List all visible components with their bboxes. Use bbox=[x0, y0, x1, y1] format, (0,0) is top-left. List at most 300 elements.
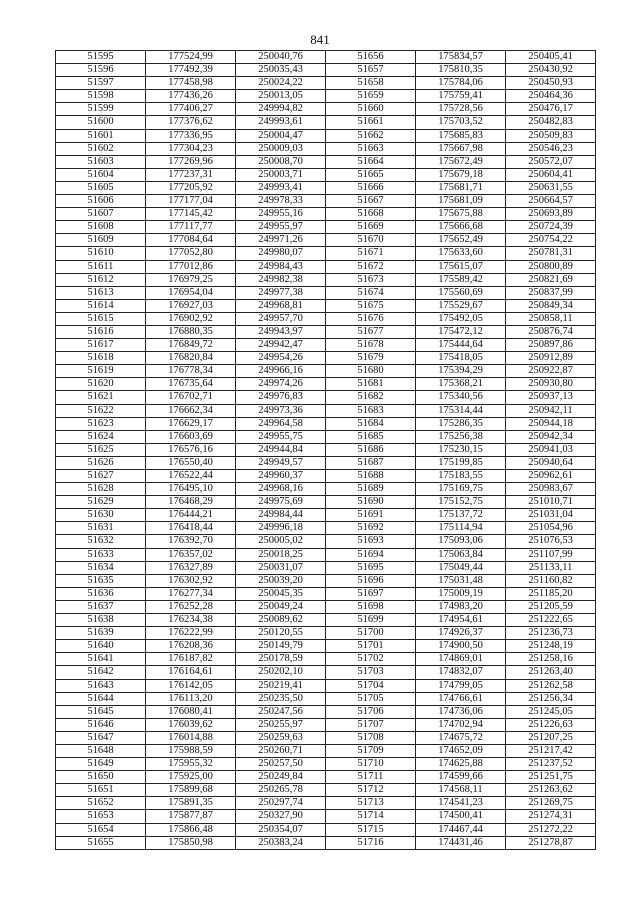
point-number-cell: 51689 bbox=[326, 483, 416, 496]
y-coordinate-cell: 250009,03 bbox=[236, 142, 326, 155]
table-row bbox=[56, 627, 596, 640]
y-coordinate-cell: 251217,42 bbox=[506, 744, 596, 757]
point-number-cell: 51703 bbox=[326, 666, 416, 679]
y-coordinate-cell: 249996,18 bbox=[236, 522, 326, 535]
x-coordinate-cell: 174900,50 bbox=[416, 640, 506, 653]
point-number-cell: 51612 bbox=[56, 273, 146, 286]
x-coordinate-cell: 175667,98 bbox=[416, 142, 506, 155]
y-coordinate-cell: 250005,02 bbox=[236, 535, 326, 548]
point-number-cell: 51598 bbox=[56, 90, 146, 103]
table-row bbox=[56, 614, 596, 627]
x-coordinate-cell: 175049,44 bbox=[416, 561, 506, 574]
y-coordinate-cell: 250572,07 bbox=[506, 155, 596, 168]
x-coordinate-cell: 176495,10 bbox=[146, 483, 236, 496]
y-coordinate-cell: 250876,74 bbox=[506, 325, 596, 338]
y-coordinate-cell: 250255,97 bbox=[236, 718, 326, 731]
table-row bbox=[56, 103, 596, 116]
x-coordinate-cell: 176927,03 bbox=[146, 299, 236, 312]
x-coordinate-cell: 177084,64 bbox=[146, 234, 236, 247]
table-row bbox=[56, 339, 596, 352]
y-coordinate-cell: 251269,75 bbox=[506, 797, 596, 810]
table-row bbox=[56, 365, 596, 378]
x-coordinate-cell: 175685,83 bbox=[416, 129, 506, 142]
table-row bbox=[56, 456, 596, 469]
y-coordinate-cell: 249954,26 bbox=[236, 352, 326, 365]
y-coordinate-cell: 250354,07 bbox=[236, 823, 326, 836]
y-coordinate-cell: 250249,84 bbox=[236, 771, 326, 784]
y-coordinate-cell: 251236,73 bbox=[506, 627, 596, 640]
x-coordinate-cell: 175834,57 bbox=[416, 51, 506, 64]
point-number-cell: 51680 bbox=[326, 365, 416, 378]
point-number-cell: 51666 bbox=[326, 181, 416, 194]
x-coordinate-cell: 175472,12 bbox=[416, 325, 506, 338]
table-row bbox=[56, 692, 596, 705]
table-row bbox=[56, 548, 596, 561]
x-coordinate-cell: 175031,48 bbox=[416, 574, 506, 587]
x-coordinate-cell: 175444,64 bbox=[416, 339, 506, 352]
table-row bbox=[56, 391, 596, 404]
x-coordinate-cell: 177177,04 bbox=[146, 195, 236, 208]
table-row bbox=[56, 260, 596, 273]
point-number-cell: 51651 bbox=[56, 784, 146, 797]
y-coordinate-cell: 249955,16 bbox=[236, 208, 326, 221]
x-coordinate-cell: 175652,49 bbox=[416, 234, 506, 247]
x-coordinate-cell: 175063,84 bbox=[416, 548, 506, 561]
x-coordinate-cell: 175679,18 bbox=[416, 168, 506, 181]
x-coordinate-cell: 174869,01 bbox=[416, 653, 506, 666]
y-coordinate-cell: 249973,36 bbox=[236, 404, 326, 417]
x-coordinate-cell: 174926,37 bbox=[416, 627, 506, 640]
y-coordinate-cell: 250509,83 bbox=[506, 129, 596, 142]
y-coordinate-cell: 249964,58 bbox=[236, 417, 326, 430]
x-coordinate-cell: 175152,75 bbox=[416, 496, 506, 509]
x-coordinate-cell: 176603,69 bbox=[146, 430, 236, 443]
y-coordinate-cell: 250405,41 bbox=[506, 51, 596, 64]
x-coordinate-cell: 176252,28 bbox=[146, 600, 236, 613]
table-row bbox=[56, 312, 596, 325]
y-coordinate-cell: 249968,16 bbox=[236, 483, 326, 496]
point-number-cell: 51712 bbox=[326, 784, 416, 797]
y-coordinate-cell: 249971,26 bbox=[236, 234, 326, 247]
point-number-cell: 51676 bbox=[326, 312, 416, 325]
point-number-cell: 51597 bbox=[56, 77, 146, 90]
point-number-cell: 51667 bbox=[326, 195, 416, 208]
x-coordinate-cell: 174652,09 bbox=[416, 744, 506, 757]
x-coordinate-cell: 176327,89 bbox=[146, 561, 236, 574]
y-coordinate-cell: 250930,80 bbox=[506, 378, 596, 391]
table-row bbox=[56, 286, 596, 299]
x-coordinate-cell: 175615,07 bbox=[416, 260, 506, 273]
x-coordinate-cell: 174954,61 bbox=[416, 614, 506, 627]
point-number-cell: 51614 bbox=[56, 299, 146, 312]
point-number-cell: 51632 bbox=[56, 535, 146, 548]
y-coordinate-cell: 251222,65 bbox=[506, 614, 596, 627]
x-coordinate-cell: 174431,46 bbox=[416, 836, 506, 849]
point-number-cell: 51678 bbox=[326, 339, 416, 352]
y-coordinate-cell: 250430,92 bbox=[506, 64, 596, 77]
y-coordinate-cell: 250897,86 bbox=[506, 339, 596, 352]
table-row bbox=[56, 195, 596, 208]
table-row bbox=[56, 522, 596, 535]
x-coordinate-cell: 176820,84 bbox=[146, 352, 236, 365]
point-number-cell: 51697 bbox=[326, 587, 416, 600]
x-coordinate-cell: 174625,88 bbox=[416, 758, 506, 771]
point-number-cell: 51648 bbox=[56, 744, 146, 757]
point-number-cell: 51707 bbox=[326, 718, 416, 731]
x-coordinate-cell: 176357,02 bbox=[146, 548, 236, 561]
table-row bbox=[56, 836, 596, 849]
point-number-cell: 51610 bbox=[56, 247, 146, 260]
x-coordinate-cell: 175899,68 bbox=[146, 784, 236, 797]
y-coordinate-cell: 251107,99 bbox=[506, 548, 596, 561]
point-number-cell: 51682 bbox=[326, 391, 416, 404]
y-coordinate-cell: 251263,62 bbox=[506, 784, 596, 797]
y-coordinate-cell: 250257,50 bbox=[236, 758, 326, 771]
x-coordinate-cell: 175877,87 bbox=[146, 810, 236, 823]
point-number-cell: 51681 bbox=[326, 378, 416, 391]
point-number-cell: 51684 bbox=[326, 417, 416, 430]
x-coordinate-cell: 176142,05 bbox=[146, 679, 236, 692]
table-row bbox=[56, 561, 596, 574]
x-coordinate-cell: 175666,68 bbox=[416, 221, 506, 234]
x-coordinate-cell: 176468,29 bbox=[146, 496, 236, 509]
y-coordinate-cell: 250265,78 bbox=[236, 784, 326, 797]
table-row bbox=[56, 483, 596, 496]
table-row bbox=[56, 208, 596, 221]
x-coordinate-cell: 175672,49 bbox=[416, 155, 506, 168]
point-number-cell: 51620 bbox=[56, 378, 146, 391]
x-coordinate-cell: 174766,61 bbox=[416, 692, 506, 705]
point-number-cell: 51646 bbox=[56, 718, 146, 731]
y-coordinate-cell: 251031,04 bbox=[506, 509, 596, 522]
point-number-cell: 51715 bbox=[326, 823, 416, 836]
point-number-cell: 51615 bbox=[56, 312, 146, 325]
table-row bbox=[56, 705, 596, 718]
page-number: 841 bbox=[310, 32, 330, 47]
x-coordinate-cell: 175230,15 bbox=[416, 443, 506, 456]
point-number-cell: 51640 bbox=[56, 640, 146, 653]
x-coordinate-cell: 176392,70 bbox=[146, 535, 236, 548]
x-coordinate-cell: 175314,44 bbox=[416, 404, 506, 417]
y-coordinate-cell: 250962,61 bbox=[506, 470, 596, 483]
table-row bbox=[56, 77, 596, 90]
y-coordinate-cell: 250940,64 bbox=[506, 456, 596, 469]
point-number-cell: 51631 bbox=[56, 522, 146, 535]
x-coordinate-cell: 176039,62 bbox=[146, 718, 236, 731]
point-number-cell: 51627 bbox=[56, 470, 146, 483]
x-coordinate-cell: 174568,11 bbox=[416, 784, 506, 797]
x-coordinate-cell: 175703,52 bbox=[416, 116, 506, 129]
point-number-cell: 51672 bbox=[326, 260, 416, 273]
x-coordinate-cell: 176880,35 bbox=[146, 325, 236, 338]
x-coordinate-cell: 174675,72 bbox=[416, 731, 506, 744]
point-number-cell: 51603 bbox=[56, 155, 146, 168]
y-coordinate-cell: 250383,24 bbox=[236, 836, 326, 849]
point-number-cell: 51596 bbox=[56, 64, 146, 77]
table-row bbox=[56, 142, 596, 155]
x-coordinate-cell: 175810,35 bbox=[416, 64, 506, 77]
x-coordinate-cell: 176080,41 bbox=[146, 705, 236, 718]
x-coordinate-cell: 176187,82 bbox=[146, 653, 236, 666]
point-number-cell: 51605 bbox=[56, 181, 146, 194]
table-row bbox=[56, 273, 596, 286]
point-number-cell: 51687 bbox=[326, 456, 416, 469]
point-number-cell: 51641 bbox=[56, 653, 146, 666]
y-coordinate-cell: 249960,37 bbox=[236, 470, 326, 483]
point-number-cell: 51644 bbox=[56, 692, 146, 705]
y-coordinate-cell: 251185,20 bbox=[506, 587, 596, 600]
x-coordinate-cell: 175850,98 bbox=[146, 836, 236, 849]
table-row bbox=[56, 417, 596, 430]
y-coordinate-cell: 249993,41 bbox=[236, 181, 326, 194]
y-coordinate-cell: 249955,97 bbox=[236, 221, 326, 234]
table-row bbox=[56, 784, 596, 797]
point-number-cell: 51652 bbox=[56, 797, 146, 810]
x-coordinate-cell: 177145,42 bbox=[146, 208, 236, 221]
table-row bbox=[56, 234, 596, 247]
point-number-cell: 51649 bbox=[56, 758, 146, 771]
point-number-cell: 51699 bbox=[326, 614, 416, 627]
y-coordinate-cell: 251258,16 bbox=[506, 653, 596, 666]
x-coordinate-cell: 177012,86 bbox=[146, 260, 236, 273]
y-coordinate-cell: 250013,05 bbox=[236, 90, 326, 103]
y-coordinate-cell: 251245,05 bbox=[506, 705, 596, 718]
y-coordinate-cell: 249993,61 bbox=[236, 116, 326, 129]
x-coordinate-cell: 174541,23 bbox=[416, 797, 506, 810]
x-coordinate-cell: 175955,32 bbox=[146, 758, 236, 771]
point-number-cell: 51643 bbox=[56, 679, 146, 692]
table-row bbox=[56, 679, 596, 692]
x-coordinate-cell: 176222,99 bbox=[146, 627, 236, 640]
y-coordinate-cell: 251263,40 bbox=[506, 666, 596, 679]
point-number-cell: 51609 bbox=[56, 234, 146, 247]
table-row bbox=[56, 587, 596, 600]
point-number-cell: 51708 bbox=[326, 731, 416, 744]
y-coordinate-cell: 250235,50 bbox=[236, 692, 326, 705]
x-coordinate-cell: 177492,39 bbox=[146, 64, 236, 77]
y-coordinate-cell: 249974,26 bbox=[236, 378, 326, 391]
y-coordinate-cell: 251248,19 bbox=[506, 640, 596, 653]
x-coordinate-cell: 176629,17 bbox=[146, 417, 236, 430]
table-row bbox=[56, 810, 596, 823]
point-number-cell: 51701 bbox=[326, 640, 416, 653]
table-row bbox=[56, 129, 596, 142]
x-coordinate-cell: 177117,77 bbox=[146, 221, 236, 234]
point-number-cell: 51642 bbox=[56, 666, 146, 679]
x-coordinate-cell: 175286,35 bbox=[416, 417, 506, 430]
y-coordinate-cell: 250464,36 bbox=[506, 90, 596, 103]
y-coordinate-cell: 250922,87 bbox=[506, 365, 596, 378]
y-coordinate-cell: 250202,10 bbox=[236, 666, 326, 679]
y-coordinate-cell: 250297,74 bbox=[236, 797, 326, 810]
point-number-cell: 51650 bbox=[56, 771, 146, 784]
x-coordinate-cell: 175988,59 bbox=[146, 744, 236, 757]
point-number-cell: 51647 bbox=[56, 731, 146, 744]
y-coordinate-cell: 249994,82 bbox=[236, 103, 326, 116]
point-number-cell: 51653 bbox=[56, 810, 146, 823]
x-coordinate-cell: 175199,85 bbox=[416, 456, 506, 469]
y-coordinate-cell: 250482,83 bbox=[506, 116, 596, 129]
x-coordinate-cell: 176902,92 bbox=[146, 312, 236, 325]
x-coordinate-cell: 176662,34 bbox=[146, 404, 236, 417]
point-number-cell: 51629 bbox=[56, 496, 146, 509]
point-number-cell: 51621 bbox=[56, 391, 146, 404]
y-coordinate-cell: 250178,59 bbox=[236, 653, 326, 666]
point-number-cell: 51659 bbox=[326, 90, 416, 103]
x-coordinate-cell: 176778,34 bbox=[146, 365, 236, 378]
point-number-cell: 51613 bbox=[56, 286, 146, 299]
y-coordinate-cell: 249944,84 bbox=[236, 443, 326, 456]
x-coordinate-cell: 175675,88 bbox=[416, 208, 506, 221]
table-row bbox=[56, 64, 596, 77]
point-number-cell: 51618 bbox=[56, 352, 146, 365]
table-row bbox=[56, 168, 596, 181]
point-number-cell: 51688 bbox=[326, 470, 416, 483]
x-coordinate-cell: 177304,23 bbox=[146, 142, 236, 155]
point-number-cell: 51636 bbox=[56, 587, 146, 600]
y-coordinate-cell: 251133,11 bbox=[506, 561, 596, 574]
point-number-cell: 51661 bbox=[326, 116, 416, 129]
x-coordinate-cell: 176234,38 bbox=[146, 614, 236, 627]
point-number-cell: 51634 bbox=[56, 561, 146, 574]
point-number-cell: 51601 bbox=[56, 129, 146, 142]
point-number-cell: 51709 bbox=[326, 744, 416, 757]
point-number-cell: 51628 bbox=[56, 483, 146, 496]
x-coordinate-cell: 176164,61 bbox=[146, 666, 236, 679]
y-coordinate-cell: 251226,63 bbox=[506, 718, 596, 731]
x-coordinate-cell: 176014,88 bbox=[146, 731, 236, 744]
x-coordinate-cell: 175394,29 bbox=[416, 365, 506, 378]
x-coordinate-cell: 177205,92 bbox=[146, 181, 236, 194]
point-number-cell: 51637 bbox=[56, 600, 146, 613]
x-coordinate-cell: 177376,62 bbox=[146, 116, 236, 129]
y-coordinate-cell: 250008,70 bbox=[236, 155, 326, 168]
y-coordinate-cell: 250018,25 bbox=[236, 548, 326, 561]
x-coordinate-cell: 176735,64 bbox=[146, 378, 236, 391]
y-coordinate-cell: 250035,43 bbox=[236, 64, 326, 77]
x-coordinate-cell: 176954,04 bbox=[146, 286, 236, 299]
x-coordinate-cell: 175093,06 bbox=[416, 535, 506, 548]
table-row bbox=[56, 574, 596, 587]
y-coordinate-cell: 250837,99 bbox=[506, 286, 596, 299]
point-number-cell: 51617 bbox=[56, 339, 146, 352]
x-coordinate-cell: 175009,19 bbox=[416, 587, 506, 600]
point-number-cell: 51638 bbox=[56, 614, 146, 627]
point-number-cell: 51662 bbox=[326, 129, 416, 142]
x-coordinate-cell: 176979,25 bbox=[146, 273, 236, 286]
x-coordinate-cell: 176418,44 bbox=[146, 522, 236, 535]
y-coordinate-cell: 249957,70 bbox=[236, 312, 326, 325]
table-row bbox=[56, 352, 596, 365]
point-number-cell: 51665 bbox=[326, 168, 416, 181]
table-row bbox=[56, 600, 596, 613]
table-row bbox=[56, 797, 596, 810]
y-coordinate-cell: 250693,89 bbox=[506, 208, 596, 221]
point-number-cell: 51657 bbox=[326, 64, 416, 77]
point-number-cell: 51704 bbox=[326, 679, 416, 692]
y-coordinate-cell: 251272,22 bbox=[506, 823, 596, 836]
x-coordinate-cell: 177524,99 bbox=[146, 51, 236, 64]
y-coordinate-cell: 250942,34 bbox=[506, 430, 596, 443]
point-number-cell: 51639 bbox=[56, 627, 146, 640]
point-number-cell: 51623 bbox=[56, 417, 146, 430]
point-number-cell: 51705 bbox=[326, 692, 416, 705]
y-coordinate-cell: 249984,43 bbox=[236, 260, 326, 273]
table-row bbox=[56, 430, 596, 443]
y-coordinate-cell: 250800,89 bbox=[506, 260, 596, 273]
x-coordinate-cell: 177458,98 bbox=[146, 77, 236, 90]
y-coordinate-cell: 249976,83 bbox=[236, 391, 326, 404]
x-coordinate-cell: 176277,34 bbox=[146, 587, 236, 600]
table-row bbox=[56, 443, 596, 456]
y-coordinate-cell: 250149,79 bbox=[236, 640, 326, 653]
point-number-cell: 51669 bbox=[326, 221, 416, 234]
x-coordinate-cell: 177406,27 bbox=[146, 103, 236, 116]
table-row bbox=[56, 181, 596, 194]
y-coordinate-cell: 251076,53 bbox=[506, 535, 596, 548]
y-coordinate-cell: 250039,20 bbox=[236, 574, 326, 587]
point-number-cell: 51660 bbox=[326, 103, 416, 116]
point-number-cell: 51670 bbox=[326, 234, 416, 247]
x-coordinate-cell: 177336,95 bbox=[146, 129, 236, 142]
y-coordinate-cell: 250942,11 bbox=[506, 404, 596, 417]
point-number-cell: 51645 bbox=[56, 705, 146, 718]
point-number-cell: 51663 bbox=[326, 142, 416, 155]
point-number-cell: 51713 bbox=[326, 797, 416, 810]
x-coordinate-cell: 174500,41 bbox=[416, 810, 506, 823]
y-coordinate-cell: 250004,47 bbox=[236, 129, 326, 142]
y-coordinate-cell: 250604,41 bbox=[506, 168, 596, 181]
y-coordinate-cell: 250941,03 bbox=[506, 443, 596, 456]
x-coordinate-cell: 175784,06 bbox=[416, 77, 506, 90]
x-coordinate-cell: 177269,96 bbox=[146, 155, 236, 168]
point-number-cell: 51658 bbox=[326, 77, 416, 90]
table-row bbox=[56, 640, 596, 653]
point-number-cell: 51690 bbox=[326, 496, 416, 509]
y-coordinate-cell: 249978,33 bbox=[236, 195, 326, 208]
y-coordinate-cell: 250912,89 bbox=[506, 352, 596, 365]
x-coordinate-cell: 174983,20 bbox=[416, 600, 506, 613]
y-coordinate-cell: 249975,69 bbox=[236, 496, 326, 509]
point-number-cell: 51626 bbox=[56, 456, 146, 469]
y-coordinate-cell: 250031,07 bbox=[236, 561, 326, 574]
y-coordinate-cell: 249943,97 bbox=[236, 325, 326, 338]
point-number-cell: 51691 bbox=[326, 509, 416, 522]
y-coordinate-cell: 249977,38 bbox=[236, 286, 326, 299]
x-coordinate-cell: 177237,31 bbox=[146, 168, 236, 181]
x-coordinate-cell: 175681,09 bbox=[416, 195, 506, 208]
x-coordinate-cell: 175169,75 bbox=[416, 483, 506, 496]
table-row bbox=[56, 378, 596, 391]
table-row bbox=[56, 116, 596, 129]
y-coordinate-cell: 250259,63 bbox=[236, 731, 326, 744]
x-coordinate-cell: 174736,06 bbox=[416, 705, 506, 718]
point-number-cell: 51619 bbox=[56, 365, 146, 378]
y-coordinate-cell: 250821,69 bbox=[506, 273, 596, 286]
y-coordinate-cell: 250219,41 bbox=[236, 679, 326, 692]
y-coordinate-cell: 250724,39 bbox=[506, 221, 596, 234]
x-coordinate-cell: 174832,07 bbox=[416, 666, 506, 679]
x-coordinate-cell: 174467,44 bbox=[416, 823, 506, 836]
point-number-cell: 51668 bbox=[326, 208, 416, 221]
x-coordinate-cell: 175891,35 bbox=[146, 797, 236, 810]
point-number-cell: 51664 bbox=[326, 155, 416, 168]
x-coordinate-cell: 176302,92 bbox=[146, 574, 236, 587]
point-number-cell: 51602 bbox=[56, 142, 146, 155]
x-coordinate-cell: 175256,38 bbox=[416, 430, 506, 443]
x-coordinate-cell: 175529,67 bbox=[416, 299, 506, 312]
x-coordinate-cell: 175418,05 bbox=[416, 352, 506, 365]
